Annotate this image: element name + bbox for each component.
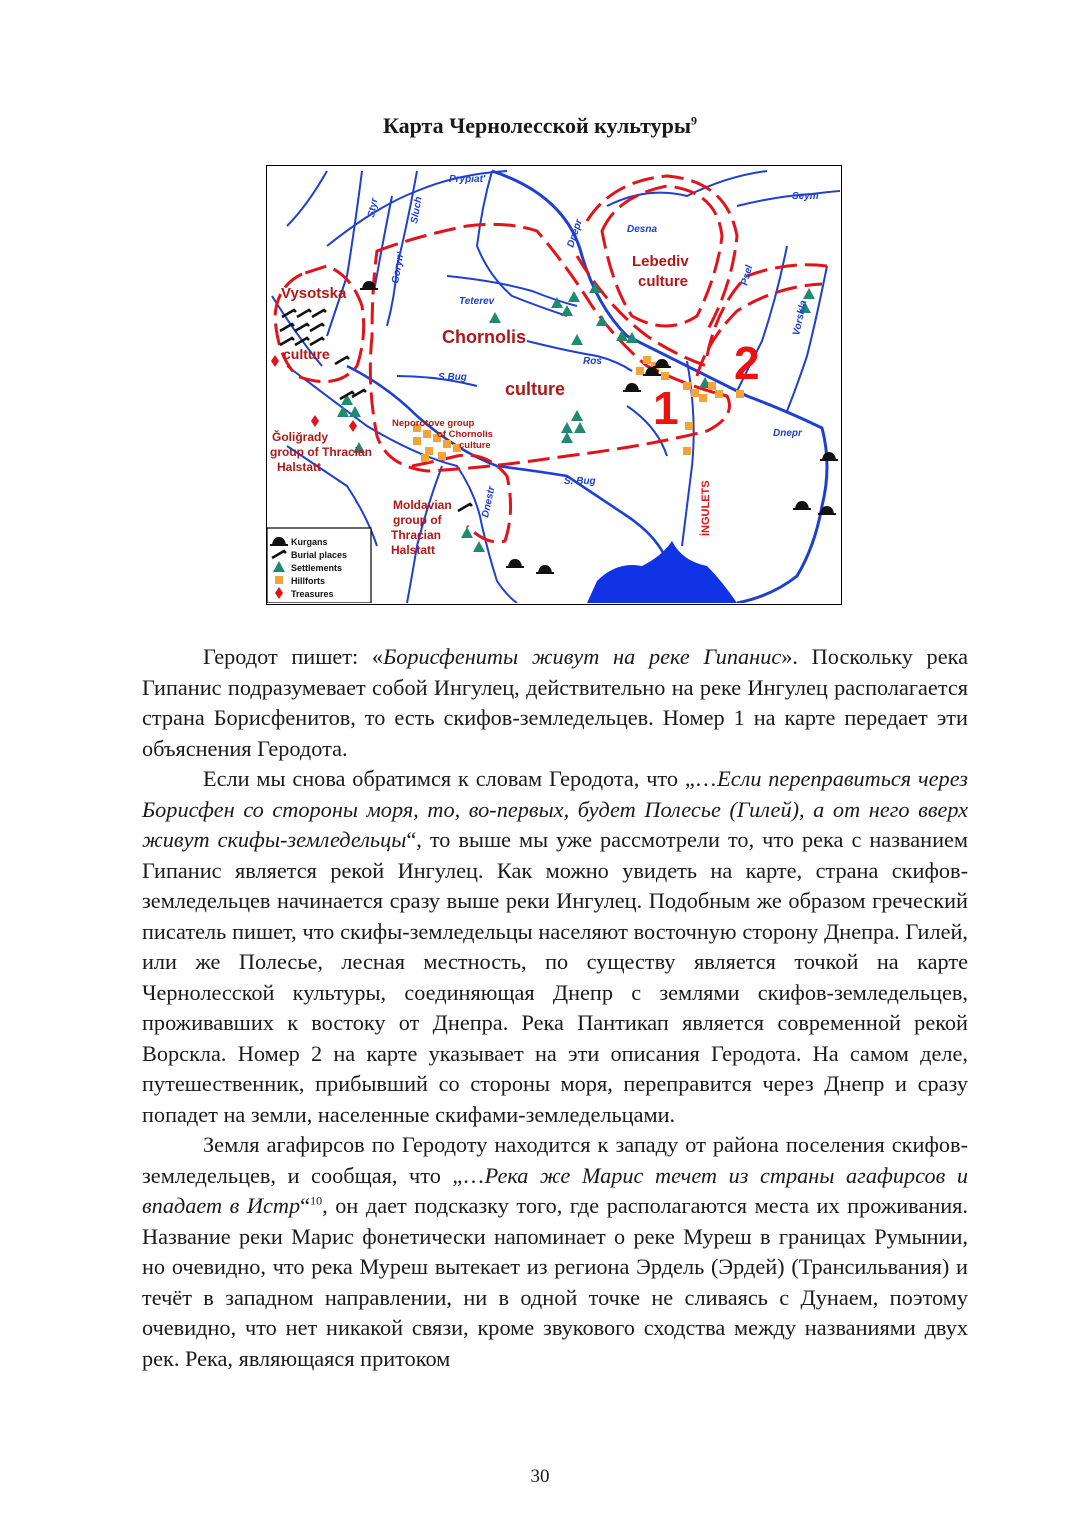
label-goligrady-2: group of Thracian [270,445,372,459]
page-number: 30 [530,1466,550,1487]
chornolis-culture-map [266,165,842,605]
label-vysotska: Vysotska [281,285,347,302]
label-lebediv-2: culture [638,273,689,290]
label-neporotove: Neporotove group [392,418,475,429]
label-dnestr: Dnestr [480,485,498,519]
body-text [142,642,968,1374]
label-moldavian: Moldavian [393,498,452,512]
label-goligrady: Ğoliğrady [272,430,329,444]
title-footnote: 9 [691,113,698,128]
label-neporotove-2: of Chornolis [437,429,493,440]
label-moldavian-4: Halstatt [391,543,436,557]
styr-river [327,171,362,336]
label-ros: Ros [583,356,602,367]
legend-settlements: Settlements [291,563,343,573]
legend-burial: Burial places [291,550,348,560]
marker-2: 2 [734,337,760,389]
label-vorskla: Vorskla [791,299,810,337]
label-teterev: Teterev [459,296,495,307]
seym-river [737,191,840,206]
legend-treasures: Treasures [291,589,334,599]
treasures [271,355,357,432]
label-sbug-bottom: S. Bug [564,476,596,487]
paragraph-3: Земля агафирсов по Геродоту находится к западу от района поселения скифов-земледельцев, и сообщая, что „…Река же Марис течет из страны агафирсов и впадает в Истр“$^{10}$, он дает подсказку того, где располагаются места их проживания. Название реки Марис фонетически напоминает о реке Муреш в границах Румынии, но очевидно, что река Муреш вытекает из региона Эрдель (Эрдей) (Трансильвания) и течёт в западном направлении, ни в одной точке не сливаясь с Дунаем, поэтому очевидно, что нет никакой связи, кроме звукового сходства между названиями двух рек. Река, являющаяся притоком [142,1132,969,1371]
label-sbug-top: S.Bug [438,372,467,383]
label-goligrady-3: Halstatt [277,460,322,474]
label-chornolis-2: culture [505,379,566,399]
label-ingulets: İNGULETS [700,480,712,536]
legend-hillforts: Hillforts [291,576,326,586]
legend-kurgans: Kurgans [291,537,328,547]
marker-1: 1 [653,382,679,434]
tributary-5 [287,171,327,226]
label-chornolis: Chornolis [442,327,526,347]
label-dnepr-east: Dnepr [773,428,802,439]
paragraph-1: Геродот пишет: «Борисфениты живут на реке Гипанис». Поскольку река Гипанис подразумевает собой Ингулец, действительно на реке Ингулец располагается страна Борисфенитов, то есть скифов-земледельцев. Номер 1 на карте передает эти объяснения Геродота. [142,644,968,761]
footnote-ref: 10 [310,1193,323,1208]
label-moldavian-2: group of [393,513,442,527]
label-pripyat: Prypiat' [449,174,486,185]
ros-river [527,341,632,371]
label-lebediv: Lebediv [632,253,689,270]
label-psel: Psel [739,264,756,287]
dnepr-upper [477,171,567,316]
label-sluch: Sluch [409,195,425,225]
label-styr: Styr [366,197,381,219]
map-legend [267,528,371,603]
label-desna: Desna [627,224,658,235]
label-moldavian-3: Thracian [391,528,442,542]
page-title: Карта Чернолесской культуры$^9$ [382,113,698,138]
label-vysotska-2: culture [283,346,330,362]
desna-river [607,171,767,206]
label-goryn: Goryn' [390,251,407,285]
label-seym: Seym [792,191,819,202]
paragraph-2: Если мы снова обратимся к словам Геродота, что „…Если переправиться через Борисфен со стороны моря, то, во-первых, будет Полесье (Гилей), а от него вверх живут скифы-земледельцы“, то выше мы уже рассмотрели то, что река с названием Гипанис является рекой Ингулец. Как можно увидеть на карте, страна скифов-земледельцев начинается сразу выше реки Ингулец. Подобным же образом греческий писатель пишет, что скифы-земледельцы населяют восточную сторону Днепра. Гилей, или же Полесье, лесная местность, по существу является точкой на карте Чернолесской культуры, соединяющая Днепр с землями скифов-земледельцев, проживавших к востоку от Днепра. Река Пантикап является современной рекой Ворскла. Номер 2 на карте указывает на эти описания Геродота. На самом деле, путешественник, прибывший со стороны моря, переправится через Днепр и сразу попадет на земли, населенные скифами-земледельцами. [142,766,969,1127]
sluch-river [387,171,417,326]
label-neporotove-3: culture [459,440,491,451]
label-dnepr-top: Dnepr [565,218,585,249]
